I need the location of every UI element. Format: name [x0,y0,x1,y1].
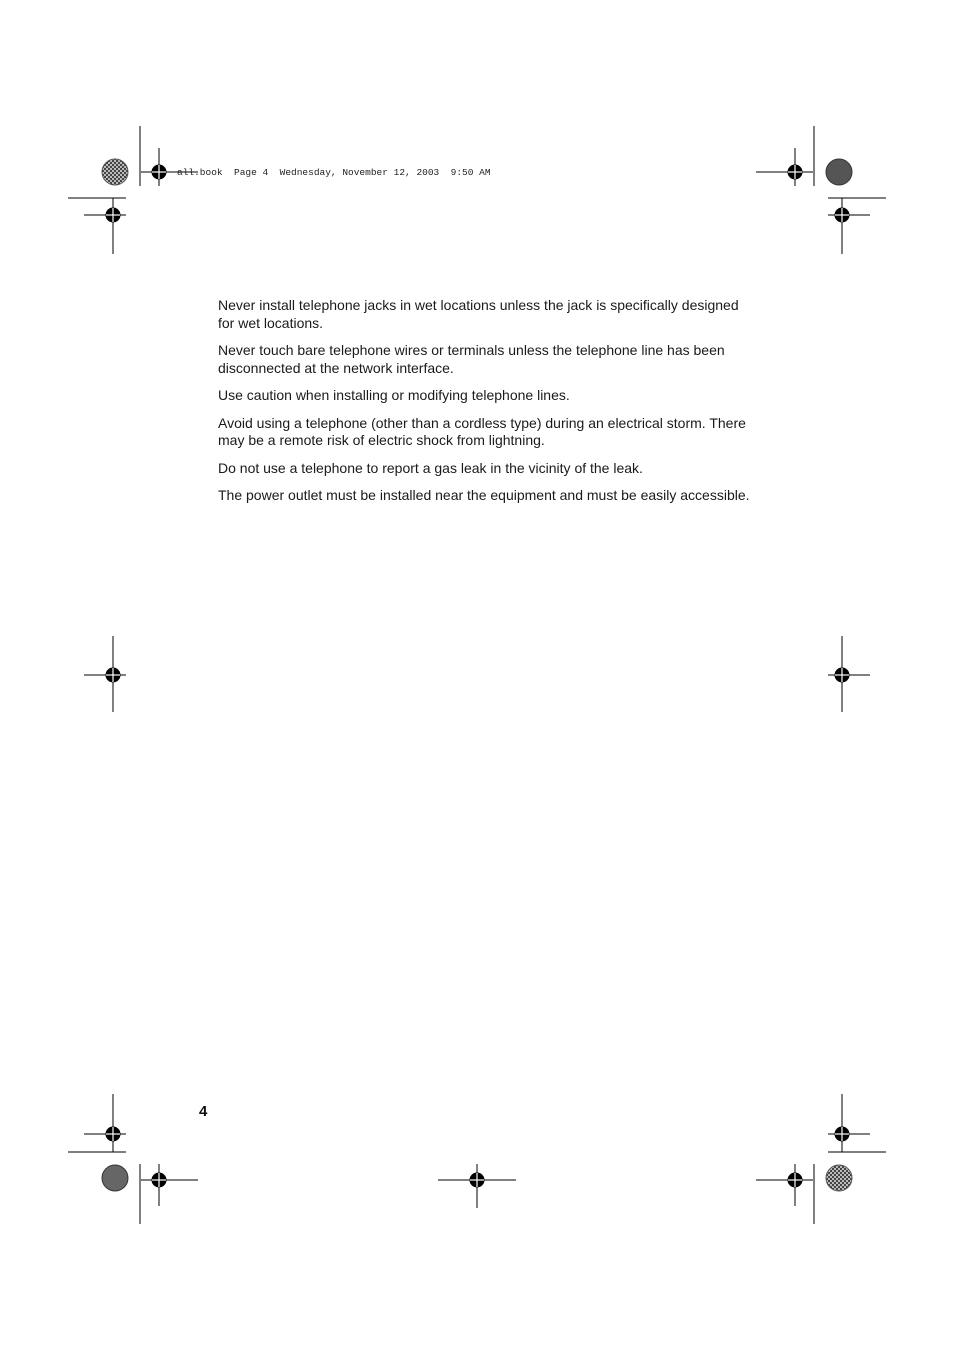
crop-mark-bottom-left [68,1094,198,1224]
registration-mark-middle-left [106,668,120,682]
paragraph: Never touch bare telephone wires or terminals unless the telephone line has been disconnected at the network interface. [218,342,725,376]
registration-mark-bottom-right [788,1173,802,1187]
crop-mark-top-left [68,126,198,254]
registration-mark-top-right-side [835,208,849,222]
registration-mark-bottom-left-side [106,1127,120,1141]
page-number: 4 [199,1103,208,1120]
color-wheel-top-right [826,159,852,185]
crop-mark-bottom-right [756,1094,886,1224]
color-wheel-top-left [102,159,128,185]
registration-mark-bottom-center [470,1173,484,1187]
paragraph: Avoid using a telephone (other than a cordless type) during an electrical storm. There may be a remote risk of electric shock from lightning. [218,414,746,448]
paragraph: Use caution when installing or modifying telephone lines. [218,387,570,403]
registration-mark-middle-right [835,668,849,682]
paragraph: Do not use a telephone to report a gas leak in the vicinity of the leak. [218,459,643,476]
registration-mark-bottom-right-side [835,1127,849,1141]
crop-mark-top-right [756,126,886,254]
safety-instructions [218,297,758,515]
registration-mark-top-left [152,165,166,179]
print-slug-header: all.book Page 4 Wednesday, November 12, 2003 9:50 AM [177,167,491,178]
color-wheel-bottom-left [102,1165,128,1191]
crop-mark-middle [84,636,870,712]
registration-mark-bottom-left [152,1173,166,1187]
paragraph: Never install telephone jacks in wet locations unless the jack is specifically designed for wet locations. [218,297,739,331]
registration-mark-top-left-side [106,208,120,222]
registration-mark-top-right [788,165,802,179]
paragraph: The power outlet must be installed near the equipment and must be easily accessible. [218,487,750,503]
color-wheel-bottom-right [826,1165,852,1191]
